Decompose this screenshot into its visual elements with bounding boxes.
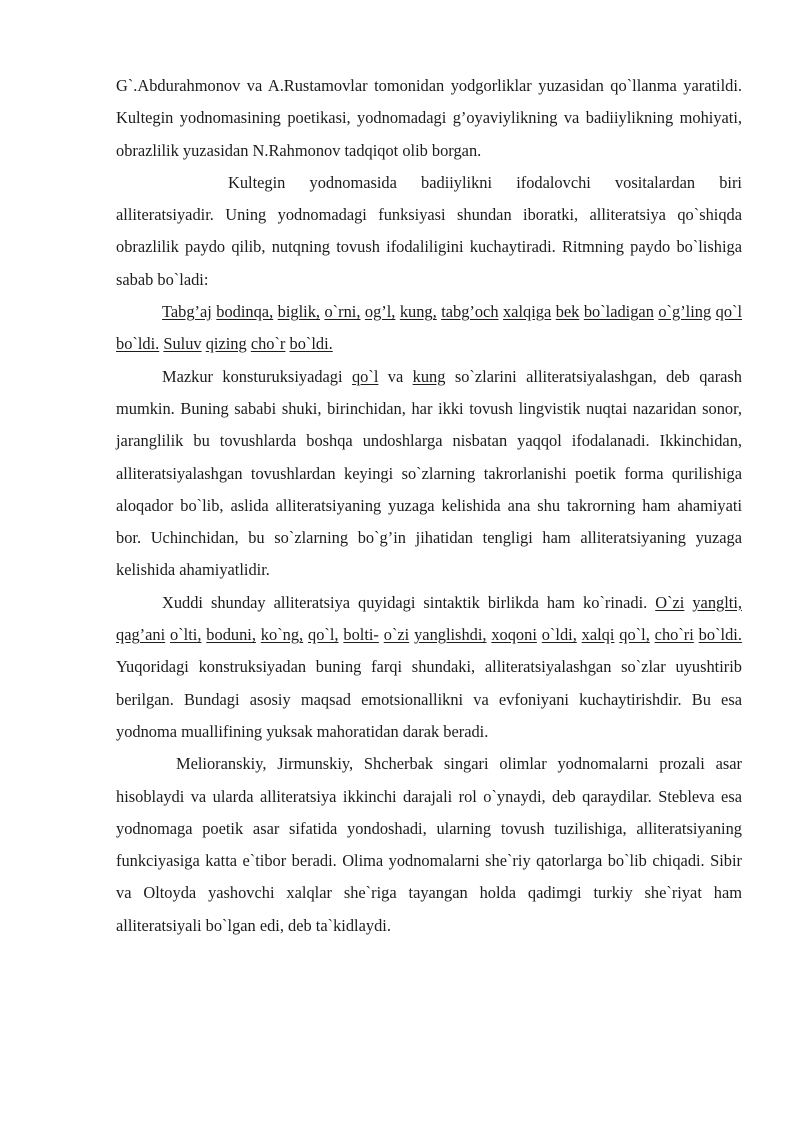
paragraph-scholars [116, 748, 742, 942]
underlined-word: cho`ri [654, 625, 694, 645]
underlined-word: xalqi [581, 625, 615, 645]
text-run: so`zlarini alliteratsiyalashgan, deb qarash mumkin. Buning sababi shuki, birinchidan, har ikki tovush lingvistik nuqtai nazaridan sonor, jaranglilik bu tovushlarda boshqa undoshlarga nisbatan yaqqol ifodalanadi. Ikkinchidan, alliteratsiyalashgan tovushlardan keyingi so`zlarning takrorlanishi poetik forma qurilishiga aloqador bo`lib, aslida alliteratsiyaning yuzaga kelishida ana shu takrorning ham ahamiyati bor. Uchinchidan, bu so`zlarning bo`g’in jihatidan tengligi ham alliteratsiyaning yuzaga kelishida ahamiyatlidir. [116, 366, 742, 580]
underlined-word: o`rni, [324, 302, 361, 322]
underlined-word: o`ldi, [541, 625, 577, 645]
paragraph-2 [116, 167, 742, 296]
underlined-word: bo`ldi. [698, 625, 742, 645]
underlined-word: Tabg’aj [162, 302, 212, 322]
underlined-word: bo`ldi. [116, 334, 160, 354]
underlined-word: qo`l [715, 302, 743, 322]
underlined-word: qo`l, [619, 625, 650, 645]
document-page [116, 70, 742, 942]
paragraph-1 [116, 70, 742, 167]
underlined-word: og’l, [364, 302, 396, 322]
underlined-word: qizing [205, 334, 247, 354]
underlined-word: cho`r [250, 334, 286, 354]
underlined-word: bek [555, 302, 580, 322]
paragraph-analysis [116, 361, 742, 587]
underlined-word: bodinqa, [216, 302, 274, 322]
underlined-word: xoqoni [491, 625, 537, 645]
underlined-word: o`g’ling [658, 302, 712, 322]
underlined-word: qo`l, [308, 625, 339, 645]
underlined-word: yanglti, [692, 592, 742, 612]
underlined-word: qo`l [351, 366, 379, 386]
text-run: Xuddi shunday alliteratsiya quyidagi sintaktik birlikda ham ko`rinadi. [162, 592, 656, 612]
underlined-word: kung [412, 366, 446, 386]
underlined-word: biglik, [277, 302, 320, 322]
paragraph-example-2 [116, 587, 742, 748]
text-run: Kultegin yodnomasida badiiylikni ifodalovchi vositalardan biri alliteratsiyadir. Uning yodnomadagi funksiyasi shundan iboratki, alliteratsiya qo`shiqda obrazlilik paydo qilib, nutqning tovush ifodaliligini kuchaytiradi. Ritmning paydo bo`lishiga sabab bo`ladi: [116, 172, 742, 289]
underlined-word: o`lti, [170, 625, 202, 645]
underlined-word: o`zi [383, 625, 410, 645]
text-run: Mazkur konsturuksiyadagi [162, 366, 352, 386]
underlined-word: ko`ng, [260, 625, 304, 645]
text-run: va [378, 366, 413, 386]
text-run: G`.Abdurahmonov va A.Rustamovlar tomonidan yodgorliklar yuzasidan qo`llanma yaratildi. Kultegin yodnomasining poetikasi, yodnomadagi g’oyaviylikning va badiiylikning mohiyati, obrazlilik yuzasidan N.Rahmonov tadqiqot olib borgan. [116, 76, 742, 160]
text-run: Yuqoridagi konstruksiyadan buning farqi shundaki, alliteratsiyalashgan so`zlar uyushtirib berilgan. Bundagi asosiy maqsad emotsionallikni va evfoniyani kuchaytirishdir. Bu esa yodnoma muallifining yuksak mahoratidan darak beradi. [116, 657, 742, 741]
underlined-word: yanglishdi, [414, 625, 487, 645]
underlined-word: Suluv [163, 334, 202, 354]
underlined-word: qag’ani [116, 625, 166, 645]
underlined-word: boduni, [206, 625, 256, 645]
underlined-word: bo`ldi. [289, 334, 333, 354]
text-run: Melioranskiy, Jirmunskiy, Shcherbak singari olimlar yodnomalarni prozali asar hisoblaydi va ularda alliteratsiya ikkinchi darajali rol o`ynaydi, deb qaraydilar. Stebleva esa yodnomaga poetik asar sifatida yondoshadi, ularning tovush tuzilishiga, alliteratsiyaning funkciyasiga katta e`tibor beradi. Olima yodnomalarni she`riy qatorlarga bo`lib chiqadi. Sibir va Oltoyda yashovchi xalqlar she`riga tayangan holda qadimgi turkiy she`riyat ham alliteratsiyali bo`lgan edi, deb ta`kidlaydi. [116, 754, 742, 935]
example-sentence-1 [116, 296, 742, 361]
underlined-word: O`zi [655, 592, 685, 612]
underlined-word: xalqiga [502, 302, 552, 322]
underlined-word: kung, [399, 302, 437, 322]
underlined-word: bolti- [343, 625, 379, 645]
underlined-word: bo`ladigan [583, 302, 654, 322]
underlined-word: tabg’och [441, 302, 499, 322]
